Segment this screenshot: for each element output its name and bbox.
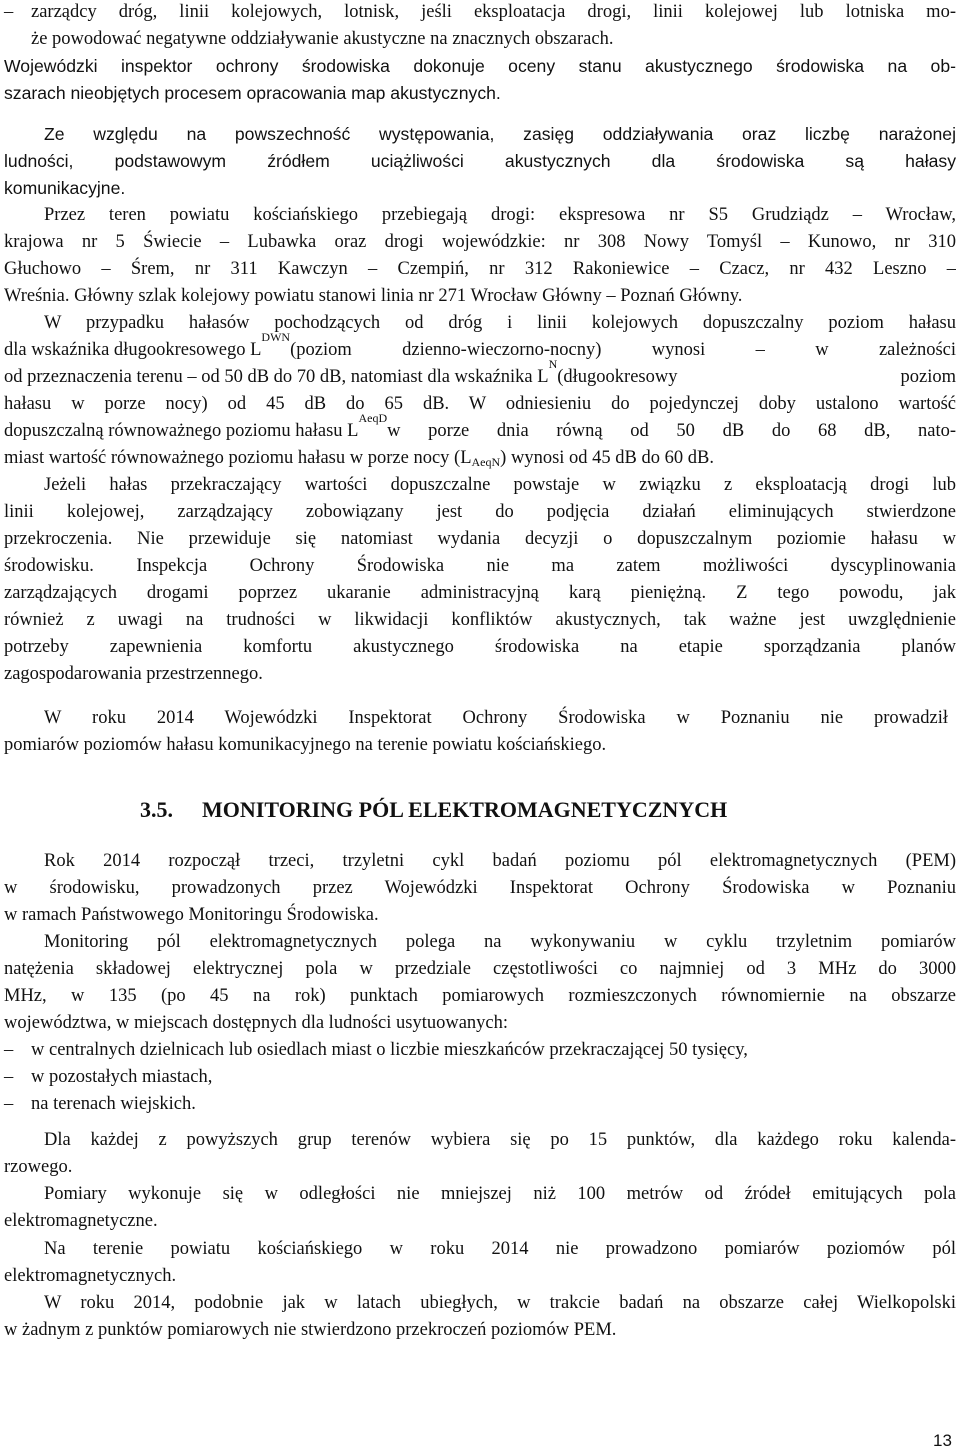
section-title: MONITORING PÓL ELEKTROMAGNETYCZNYCH: [202, 797, 728, 822]
paragraph-line: również z uwagi na trudności w likwidacji konfliktów akustycznych, tak ważne jest uwzględnienie: [4, 610, 956, 630]
list-item-line: zarządcy dróg, linii kolejowych, lotnisk, jeśli eksploatacja drogi, linii kolejowej lub lotniska mo-: [31, 2, 956, 22]
paragraph-line: Monitoring pól elektromagnetycznych polega na wykonywaniu w cyklu trzyletnim pomiarów: [44, 932, 956, 952]
list-item: w centralnych dzielnicach lub osiedlach miast o liczbie mieszkańców przekraczającej 50 tysięcy,: [31, 1040, 748, 1060]
subscript: DWN: [261, 330, 291, 344]
paragraph-line: Przez teren powiatu kościańskiego przebiegają drogi: ekspresowa nr S5 Grudziądz – Wrocław,: [44, 205, 956, 225]
paragraph-line: hałasu w porze nocy) od 45 dB do 65 dB. W odniesieniu do pojedynczej doby ustalono wartość: [4, 394, 956, 414]
list-dash: –: [4, 2, 14, 22]
paragraph-line: w żadnym z punktów pomiarowych nie stwierdzono przekroczeń poziomów PEM.: [4, 1320, 617, 1340]
paragraph-line: pomiarów poziomów hałasu komunikacyjnego na terenie powiatu kościańskiego.: [4, 735, 607, 755]
page-number: 13: [933, 1431, 952, 1450]
paragraph-line: Wojewódzki inspektor ochrony środowiska dokonuje oceny stanu akustycznego środowiska na ob-: [4, 56, 956, 76]
paragraph-line: dla wskaźnika długookresowego L DWN (poziom dzienno-wieczorno-nocny) wynosi – w zależności: [4, 337, 956, 364]
paragraph-line: linii kolejowej, zarządzający zobowiązany jest do podjęcia działań eliminujących stwierdzone: [4, 502, 956, 522]
paragraph-line: dopuszczalną równoważnego poziomu hałasu L AeqD w porze dnia równą od 50 dB do 68 dB, nato-: [4, 418, 956, 445]
paragraph-line: ludności, podstawowym źródłem uciążliwości akustycznych dla środowiska są hałasy: [4, 151, 956, 171]
paragraph-line: Ze względu na powszechność występowania, zasięg oddziaływania oraz liczbę narażonej: [44, 124, 956, 144]
paragraph-line: MHz, w 135 (po 45 na rok) punktach pomiarowych rozmieszczonych równomiernie na obszarze: [4, 986, 956, 1006]
paragraph-line: zarządzających drogami poprzez ukaranie administracyjną karą pieniężną. Z tego powodu, jak: [4, 583, 956, 603]
paragraph-line: przekroczenia. Nie przewiduje się natomiast wydania decyzji o dopuszczalnym poziomie hałasu w: [4, 529, 956, 549]
list-item-line: że powodować negatywne oddziaływanie akustyczne na znacznych obszarach.: [31, 29, 614, 49]
list-dash: –: [4, 1067, 14, 1087]
list-item: na terenach wiejskich.: [31, 1094, 196, 1114]
paragraph-line: W roku 2014 Wojewódzki Inspektorat Ochrony Środowiska w Poznaniu nie prowadził: [44, 708, 948, 728]
paragraph-line: miast wartość równoważnego poziomu hałasu w porze nocy $(L_{AeqN})$ wynosi od 45 dB do 60 dB.: [4, 448, 714, 469]
list-dash: –: [4, 1094, 14, 1114]
paragraph-line: Na terenie powiatu kościańskiego w roku 2014 nie prowadzono pomiarów poziomów pól: [44, 1239, 956, 1259]
paragraph-line: natężenia składowej elektrycznej pola w przedziale częstotliwości co najmniej od 3 MHz do 3000: [4, 959, 956, 979]
subscript: AeqD: [358, 411, 388, 425]
paragraph-line: W roku 2014, podobnie jak w latach ubiegłych, w trakcie badań na obszarze całej Wielkopolski: [44, 1293, 956, 1313]
paragraph-line: Jeżeli hałas przekraczający wartości dopuszczalne powstaje w związku z eksploatacją drogi lub: [44, 475, 956, 495]
paragraph-line: Wreśnia. Główny szlak kolejowy powiatu stanowi linia nr 271 Wrocław Główny – Poznań Główny.: [4, 286, 743, 306]
paragraph-line: Głuchowo – Śrem, nr 311 Kawczyn – Czempiń, nr 312 Rakoniewice – Czacz, nr 432 Leszno –: [4, 259, 956, 279]
paragraph-line: rzowego.: [4, 1157, 73, 1177]
paragraph-line: krajowa nr 5 Świecie – Lubawka oraz drogi wojewódzkie: nr 308 Nowy Tomyśl – Kunowo, nr 310: [4, 232, 956, 252]
paragraph-line: w środowisku, prowadzonych przez Wojewódzki Inspektorat Ochrony Środowiska w Poznaniu: [4, 878, 956, 898]
list-item: w pozostałych miastach,: [31, 1067, 213, 1087]
paragraph-line: komunikacyjne.: [4, 178, 126, 198]
paragraph-line: Rok 2014 rozpoczął trzeci, trzyletni cykl badań poziomu pól elektromagnetycznych (PEM): [44, 851, 956, 871]
paragraph-line: od przeznaczenia terenu – od 50 dB do 70 dB, natomiast dla wskaźnika L N (długookresowy poziom: [4, 364, 956, 391]
paragraph-line: szarach nieobjętych procesem opracowania map akustycznych.: [4, 83, 501, 103]
paragraph-line: zagospodarowania przestrzennego.: [4, 664, 263, 684]
paragraph-line: województwa, w miejscach dostępnych dla ludności usytuowanych:: [4, 1013, 509, 1033]
paragraph-line: potrzeby zapewnienia komfortu akustycznego środowiska na etapie sporządzania planów: [4, 637, 956, 657]
section-number: 3.5.: [140, 797, 173, 822]
paragraph-line: środowisku. Inspekcja Ochrony Środowiska nie ma zatem możliwości dyscyplinowania: [4, 556, 956, 576]
paragraph-line: w ramach Państwowego Monitoringu Środowiska.: [4, 905, 379, 925]
paragraph-line: Pomiary wykonuje się w odległości nie mniejszej niż 100 metrów od źródeł emitujących pola: [44, 1184, 956, 1204]
subscript: N: [548, 357, 558, 371]
paragraph-line: W przypadku hałasów pochodzących od dróg i linii kolejowych dopuszczalny poziom hałasu: [44, 313, 956, 333]
paragraph-line: elektromagnetycznych.: [4, 1266, 177, 1286]
paragraph-line: elektromagnetyczne.: [4, 1211, 158, 1231]
paragraph-line: Dla każdej z powyższych grup terenów wybiera się po 15 punktów, dla każdego roku kalenda-: [44, 1130, 956, 1150]
list-dash: –: [4, 1040, 14, 1060]
subscript: AeqN: [471, 455, 501, 469]
